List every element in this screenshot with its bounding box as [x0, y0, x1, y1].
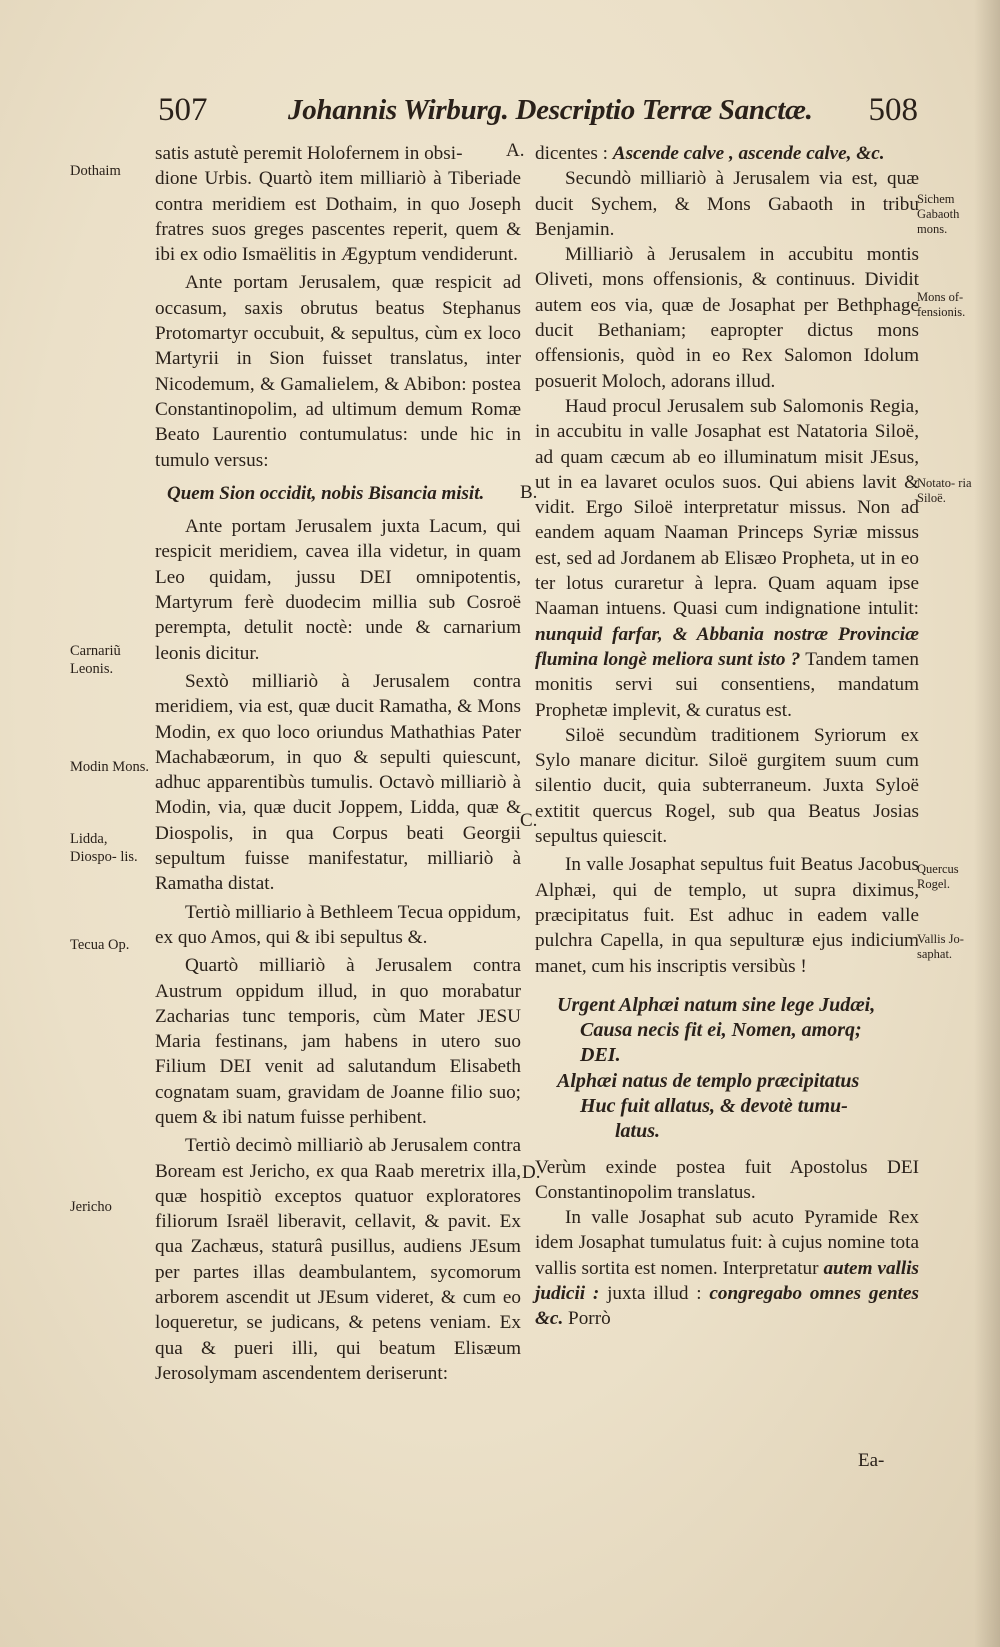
- margin-note-left: Tecua Op.: [70, 937, 130, 953]
- paragraph: [535, 394, 919, 723]
- section-letter-a: A.: [506, 140, 525, 161]
- paragraph-text: Tandem tamen monitis servi sui consentiens, mandatum Prophetæ implevit, & curatus est.: [535, 648, 919, 721]
- paragraph: Ante portam Jerusalem, quæ respicit ad occasum, saxis obrutus beatus Stephanus Protomartyr occubuit, & sepultus, cùm ex loco Martyrii in Sion fuisset translatus, inter Nicodemum, & Gamalielem, & Abibon: postea Constantinopolim, ad ultimum demum Romæ Beato Laurentio contumulatus: unde hic in tumulo versus:: [155, 272, 521, 471]
- paragraph-text: Porrò: [563, 1308, 611, 1330]
- running-title: Johannis Wirburg. Descriptio Terræ Sanctæ.: [288, 94, 813, 126]
- paragraph: In valle Josaphat sepultus fuit Beatus Jacobus Alphæi, qui de templo, ut supra diximus, præcipitatus fuit. Est adhuc in eadem valle pulchra Capella, in qua sepulturæ ejus indicium manet, cum his inscriptis versibùs !: [535, 854, 919, 977]
- italic-quote: autem vallis judicii :: [535, 1257, 919, 1305]
- left-column: [155, 141, 521, 1386]
- margin-note-left: Modin Mons.: [70, 759, 149, 775]
- paragraph: Milliariò à Jerusalem in accubitu montis Oliveti, mons offensionis, & continuus. Dividit autem eos via, quæ de Josaphat per Bethphage ducit Bethaniam; eapropter dictus mons offensionis, quòd in eo Rex Salomon Idolum posuerit Moloch, adorans illud.: [535, 244, 919, 392]
- paragraph-text: Haud procul Jerusalem sub Salomonis Regia, in accubitu in valle Josaphat est Natatoria Siloë, ad quam cæcum ab eo illuminatum misit JEsus, ut in ea lavaret oculos suos. Qui abiens lavit & vidit. Ergo Siloë interpretatur missus. Non ad eandem aquam Naaman Princeps Syriæ missus est, sed ad Jordanem ab Elisæo Propheta, ut in eo ter lotus curaretur à lepra. Quam aquam ipse Naaman intuens. Quasi cum indignatione intulit:: [535, 395, 919, 620]
- verse-line: Huc fuit allatus, & devotè tumu-: [580, 1094, 848, 1117]
- verse-line: DEI.: [580, 1044, 621, 1067]
- section-letter-c: C.: [520, 810, 538, 831]
- margin-note-left: Lidda, Diospo- lis.: [70, 831, 138, 865]
- verse-line: Quem Sion occidit, nobis Bisancia misit.: [167, 482, 485, 504]
- italic-quote: congregabo omnes gentes &c.: [535, 1283, 919, 1330]
- verse-line: latus.: [615, 1120, 661, 1143]
- margin-note-right: Mons of- fensionis.: [917, 290, 966, 319]
- paragraph: Quartò milliariò à Jerusalem contra Austrum oppidum illud, in quo morabatur Zacharias tunc temporis, cùm Mater JESU Maria festinans, jam habens in utero suo Filium DEI venit ad salutandum Elisabeth cognatam suam, gravidam de Joanne filio suo; quem & ibi natum fuisse perhibent.: [155, 955, 521, 1128]
- page-number-right: 508: [868, 92, 918, 128]
- verse-line: Alphæi natus de templo præcipitatus: [557, 1069, 860, 1092]
- paragraph: [535, 141, 919, 166]
- paragraph: dione Urbis. Quartò item milliariò à Tiberiade contra meridiem est Dothaim, in quo Joseph fratres suos greges pascentes reperit, quem & ibi ex odio Ismaëlitis in Ægyptum vendiderunt.: [155, 168, 521, 266]
- section-letter-d: D.: [522, 1162, 541, 1183]
- margin-note-left: Carnariũ Leonis.: [70, 643, 121, 677]
- margin-note-right: Sichem Gabaoth mons.: [917, 192, 960, 236]
- margin-note-left: Dothaim: [70, 163, 121, 179]
- right-column: [535, 141, 919, 1332]
- margin-note-left: Jericho: [70, 1199, 112, 1215]
- paragraph: Siloë secundùm traditionem Syriorum ex Sylo manare dicitur. Siloë gurgitem suum cum silentio ducit, quia subterraneum. Juxta Syloë extitit quercus Rogel, sub qua Beatus Josias sepultus quiescit.: [535, 724, 919, 848]
- paragraph: Secundò milliariò à Jerusalem via est, quæ ducit Sychem, & Mons Gabaoth in tribu Benjamin.: [535, 168, 919, 240]
- paragraph: [535, 1205, 919, 1331]
- italic-quote: Ascende calve , ascende calve, &c.: [612, 143, 885, 164]
- catchword: Ea-: [858, 1450, 885, 1471]
- paragraph: Tertiò decimò milliariò ab Jerusalem contra Boream est Jericho, ex qua Raab meretrix illa, quæ hospitiò exceptos quatuor exploratores filiorum Israël liberavit, cellavit, & pavit. Ex qua Zachæus, staturâ pusillus, audiens JEsum per partes illas deambulantem, sycomorum arborem ascendit ut JEsum videret, & cum eo loqueretur, se judicans, & petens veniam. Ex qua & pueri illi, qui beatum Elisæum Jerosolymam ascendentem deriserunt:: [155, 1135, 521, 1384]
- page-number-left: 507: [158, 92, 208, 128]
- paragraph: Tertiò milliario à Bethleem Tecua oppidum, ex quo Amos, qui & ibi sepultus &.: [155, 901, 521, 948]
- paragraph: Sextò milliariò à Jerusalem contra meridiem, via est, quæ ducit Ramatha, & Mons Modin, ex quo loco oriundus Mathathias Pater Machabæorum, in quo & sepulti quiescunt, adhuc apparentibùs tumulis. Octavò milliariò à Modin, via, quæ ducit Joppem, Lidda, quæ & Diospolis, in qua Corpus beati Georgii sepultum fuisse manifestatur, milliariò à Ramatha distat.: [155, 670, 521, 895]
- verse-line: Causa necis fit ei, Nomen, amorq;: [580, 1019, 862, 1042]
- italic-quote: nunquid farfar, & Abbania nostræ Provinciæ flumina longè meliora sunt isto ?: [535, 623, 919, 670]
- paragraph: Verùm exinde postea fuit Apostolus DEI Constantinopolim translatus.: [535, 1156, 919, 1203]
- paragraph: satis astutè peremit Holofernem in obsi-: [155, 143, 463, 164]
- margin-note-right: Notato- ria Siloë.: [917, 476, 972, 505]
- paragraph-text: juxta illud :: [599, 1283, 710, 1305]
- margin-note-right: Vallis Jo- saphat.: [917, 932, 964, 961]
- paragraph-text: In valle Josaphat sub acuto Pyramide Rex idem Josaphat tumulatus fuit: à cujus nomine tota vallis sortita est nomen. Interpretatur: [535, 1207, 919, 1279]
- margin-note-right: Quercus Rogel.: [917, 862, 959, 891]
- verse-line: Urgent Alphæi natum sine lege Judæi,: [557, 993, 876, 1016]
- spine-shadow: [974, 0, 1000, 1647]
- page-header: [158, 92, 918, 136]
- paragraph: Ante portam Jerusalem juxta Lacum, qui respicit meridiem, cavea illa videtur, in quam Leo quidam, jussu DEI omnipotentis, Martyrum ferè duodecim millia sub Cosroë perempta, detulit noctè: unde & carnarium leonis dicitur.: [155, 516, 521, 664]
- paragraph-text: dicentes :: [535, 143, 613, 164]
- section-letter-b: B.: [520, 482, 538, 503]
